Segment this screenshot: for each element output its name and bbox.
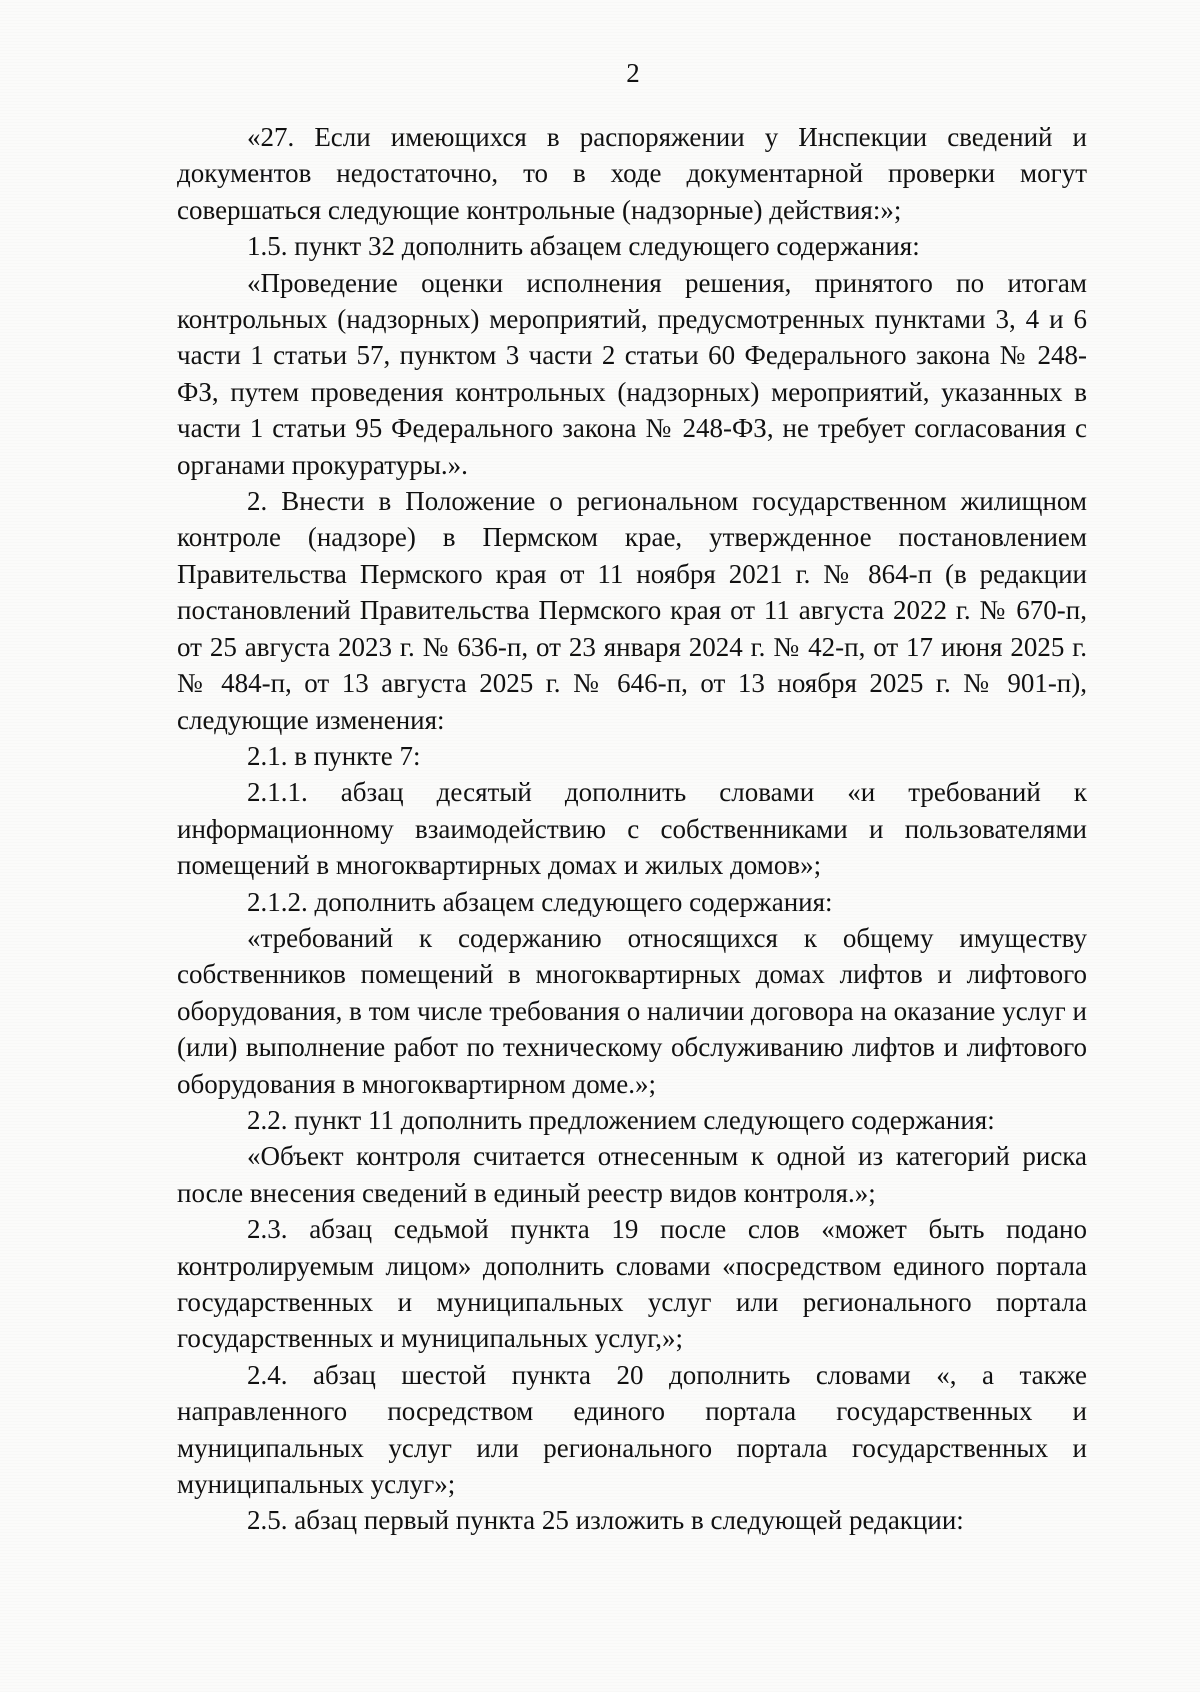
paragraph-quote-risk-category: «Объект контроля считается отнесенным к одной из категорий риска после внесения сведений в единый реестр видов контроля.»; xyxy=(177,1141,1087,1208)
paragraph-quote-assessment: «Проведение оценки исполнения решения, принятого по итогам контрольных (надзорных) мероприятий, предусмотренных пунктами 3, 4 и 6 части 1 статьи 57, пунктом 3 части 2 статьи 60 Федерального закона № 248-ФЗ, путем проведения контрольных (надзорных) мероприятий, указанных в части 1 статьи 95 Федерального закона № 248-ФЗ, не требует согласования с органами прокуратуры.». xyxy=(177,267,1087,480)
paragraph-quote-item-27: «27. Если имеющихся в распоряжении у Инспекции сведений и документов недостаточно, то в ходе документарной проверки могут совершаться следующие контрольные (надзорные) действия:»; xyxy=(177,122,1087,225)
paragraph-2-5: 2.5. абзац первый пункта 25 изложить в следующей редакции: xyxy=(247,1505,964,1536)
paragraph-2-3: 2.3. абзац седьмой пункта 19 после слов «может быть подано контролируемым лицом» дополнить словами «посредством единого портала государственных и муниципальных услуг или регионального портала государственных и муниципальных услуг,»; xyxy=(177,1214,1087,1354)
paragraph-2: 2. Внести в Положение о региональном государственном жилищном контроле (надзоре) в Пермском крае, утвержденное постановлением Правительства Пермского края от 11 ноября 2021 г. № 864-п (в редакции постановлений Правительства Пермского края от 11 августа 2022 г. № 670-п, от 25 августа 2023 г. № 636-п, от 23 января 2024 г. № 42-п, от 17 июня 2025 г. № 484-п, от 13 августа 2025 г. № 646-п, от 13 ноября 2025 г. № 901-п), следующие изменения: xyxy=(177,486,1087,735)
paragraph-2-1-1: 2.1.1. абзац десятый дополнить словами «и требований к информационному взаимодействию с собственниками и пользователями помещений в многоквартирных домах и жилых домов»; xyxy=(177,777,1087,881)
paragraph-2-1-2: 2.1.2. дополнить абзацем следующего содержания: xyxy=(247,886,833,917)
paragraph-quote-lifts: «требований к содержанию относящихся к общему имуществу собственников помещений в многоквартирных домах лифтов и лифтового оборудования, в том числе требования о наличии договора на оказание услуг и (или) выполнение работ по техническому обслуживанию лифтов и лифтового оборудования в многоквартирном доме.»; xyxy=(177,922,1087,1099)
document-body xyxy=(177,119,1087,1539)
paragraph-2-1: 2.1. в пункте 7: xyxy=(247,740,421,771)
paragraph-2-2: 2.2. пункт 11 дополнить предложением следующего содержания: xyxy=(247,1104,995,1135)
paragraph-2-4: 2.4. абзац шестой пункта 20 дополнить словами «, а также направленного посредством единого портала государственных и муниципальных услуг или регионального портала государственных и муниципальных услуг»; xyxy=(177,1359,1087,1500)
paragraph-1-5: 1.5. пункт 32 дополнить абзацем следующего содержания: xyxy=(247,231,920,262)
page-number: 2 xyxy=(626,58,640,88)
